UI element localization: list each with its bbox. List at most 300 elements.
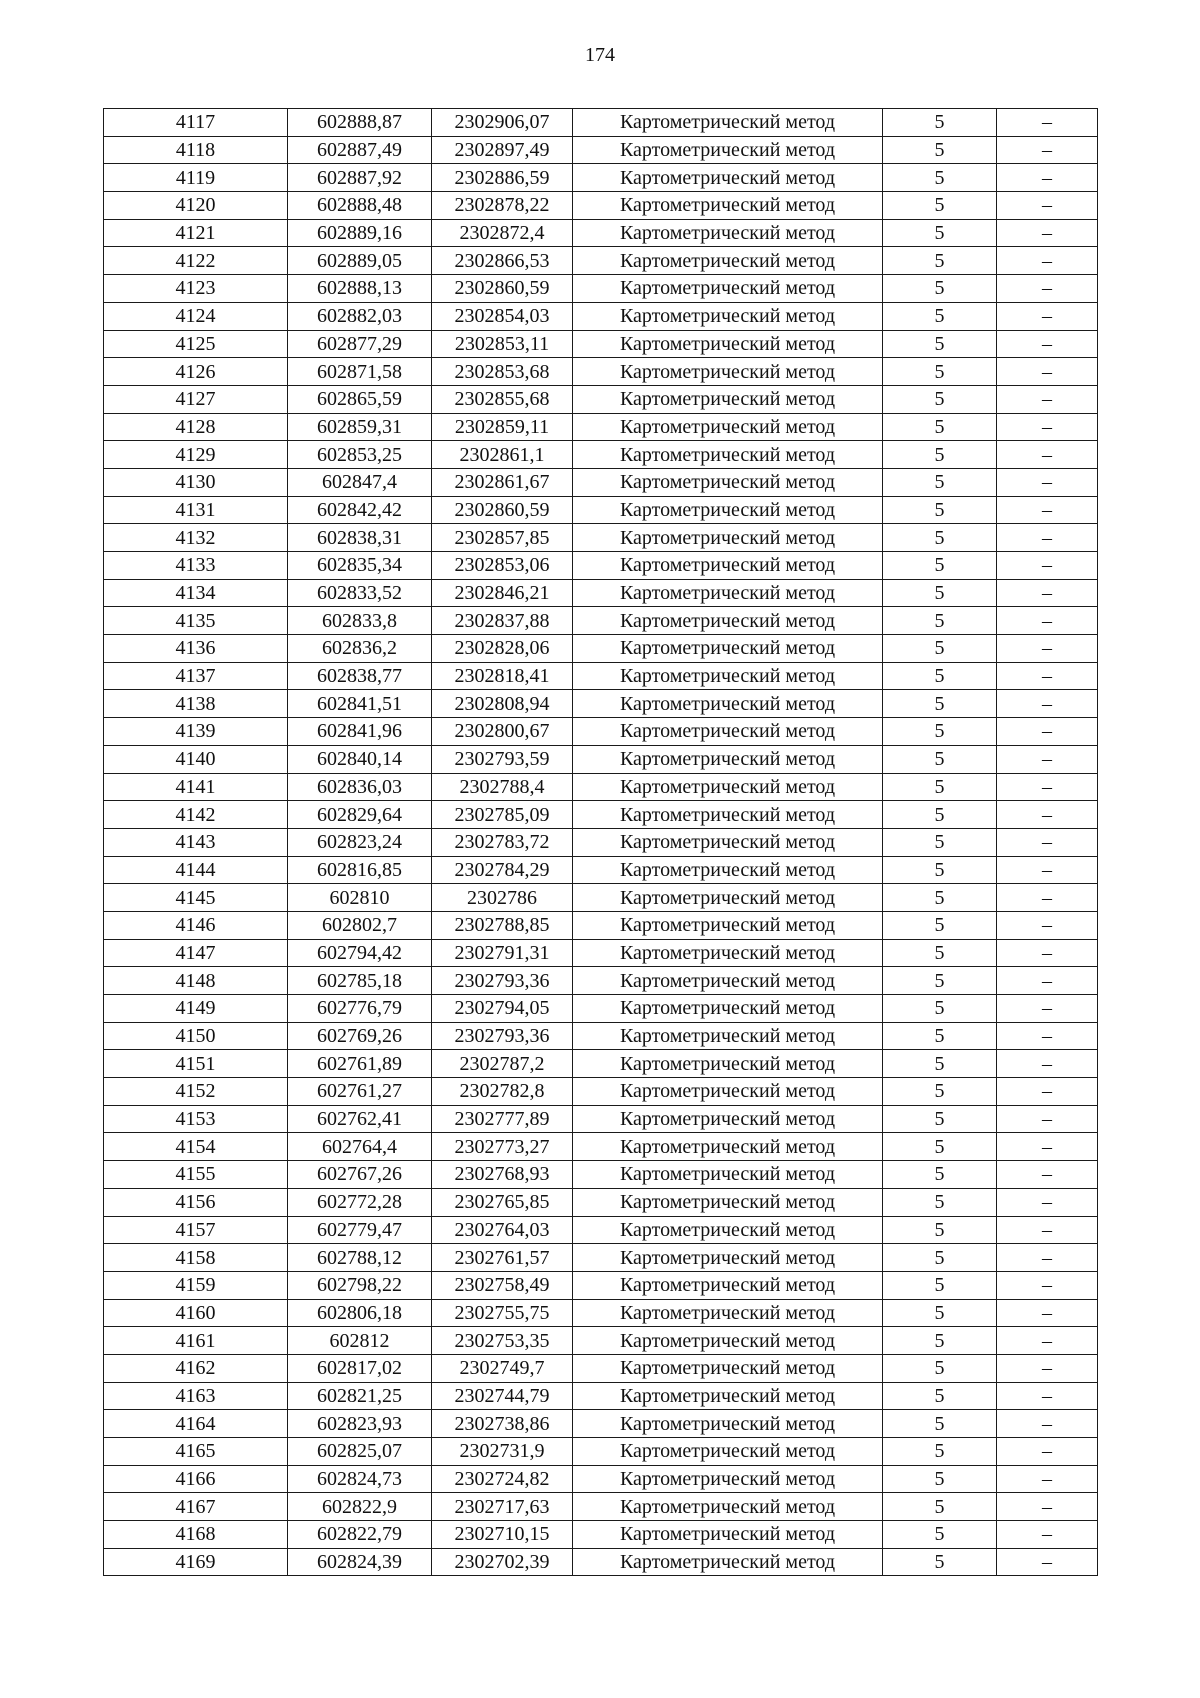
point-number-cell: 4135 (104, 607, 288, 635)
x-coordinate-cell: 602785,18 (288, 967, 432, 995)
table-row (104, 967, 1098, 995)
x-coordinate-cell: 602810 (288, 884, 432, 912)
table-row (104, 219, 1098, 247)
accuracy-cell: 5 (883, 1188, 997, 1216)
table-row (104, 662, 1098, 690)
coordinates-table-body (104, 109, 1098, 1576)
method-cell: Картометрический метод (573, 1188, 883, 1216)
y-coordinate-cell: 2302765,85 (432, 1188, 573, 1216)
method-cell: Картометрический метод (573, 1133, 883, 1161)
point-number-cell: 4125 (104, 330, 288, 358)
method-cell: Картометрический метод (573, 662, 883, 690)
note-cell: – (997, 1410, 1098, 1438)
table-row (104, 247, 1098, 275)
note-cell: – (997, 939, 1098, 967)
table-row (104, 496, 1098, 524)
x-coordinate-cell: 602835,34 (288, 552, 432, 580)
point-number-cell: 4141 (104, 773, 288, 801)
method-cell: Картометрический метод (573, 718, 883, 746)
x-coordinate-cell: 602823,24 (288, 828, 432, 856)
method-cell: Картометрический метод (573, 385, 883, 413)
table-row (104, 635, 1098, 663)
note-cell: – (997, 1050, 1098, 1078)
y-coordinate-cell: 2302860,59 (432, 496, 573, 524)
accuracy-cell: 5 (883, 192, 997, 220)
x-coordinate-cell: 602822,79 (288, 1521, 432, 1549)
point-number-cell: 4160 (104, 1299, 288, 1327)
y-coordinate-cell: 2302738,86 (432, 1410, 573, 1438)
table-row (104, 911, 1098, 939)
note-cell: – (997, 745, 1098, 773)
table-row (104, 1271, 1098, 1299)
method-cell: Картометрический метод (573, 1271, 883, 1299)
note-cell: – (997, 1548, 1098, 1576)
table-row (104, 1105, 1098, 1133)
x-coordinate-cell: 602779,47 (288, 1216, 432, 1244)
x-coordinate-cell: 602821,25 (288, 1382, 432, 1410)
y-coordinate-cell: 2302818,41 (432, 662, 573, 690)
table-row (104, 1354, 1098, 1382)
x-coordinate-cell: 602841,51 (288, 690, 432, 718)
x-coordinate-cell: 602887,49 (288, 136, 432, 164)
y-coordinate-cell: 2302878,22 (432, 192, 573, 220)
method-cell: Картометрический метод (573, 1521, 883, 1549)
table-row (104, 773, 1098, 801)
x-coordinate-cell: 602824,39 (288, 1548, 432, 1576)
point-number-cell: 4127 (104, 385, 288, 413)
accuracy-cell: 5 (883, 1271, 997, 1299)
point-number-cell: 4123 (104, 275, 288, 303)
x-coordinate-cell: 602761,89 (288, 1050, 432, 1078)
note-cell: – (997, 413, 1098, 441)
table-row (104, 1244, 1098, 1272)
method-cell: Картометрический метод (573, 441, 883, 469)
note-cell: – (997, 635, 1098, 663)
y-coordinate-cell: 2302749,7 (432, 1354, 573, 1382)
y-coordinate-cell: 2302853,11 (432, 330, 573, 358)
y-coordinate-cell: 2302758,49 (432, 1271, 573, 1299)
x-coordinate-cell: 602794,42 (288, 939, 432, 967)
accuracy-cell: 5 (883, 995, 997, 1023)
y-coordinate-cell: 2302788,4 (432, 773, 573, 801)
y-coordinate-cell: 2302861,1 (432, 441, 573, 469)
table-row (104, 164, 1098, 192)
y-coordinate-cell: 2302793,36 (432, 967, 573, 995)
point-number-cell: 4144 (104, 856, 288, 884)
x-coordinate-cell: 602798,22 (288, 1271, 432, 1299)
note-cell: – (997, 828, 1098, 856)
accuracy-cell: 5 (883, 1410, 997, 1438)
note-cell: – (997, 1438, 1098, 1466)
accuracy-cell: 5 (883, 330, 997, 358)
y-coordinate-cell: 2302857,85 (432, 524, 573, 552)
y-coordinate-cell: 2302793,59 (432, 745, 573, 773)
table-row (104, 1548, 1098, 1576)
note-cell: – (997, 1465, 1098, 1493)
point-number-cell: 4117 (104, 109, 288, 137)
table-row (104, 1327, 1098, 1355)
table-row (104, 1410, 1098, 1438)
note-cell: – (997, 579, 1098, 607)
method-cell: Картометрический метод (573, 1216, 883, 1244)
y-coordinate-cell: 2302854,03 (432, 302, 573, 330)
accuracy-cell: 5 (883, 1465, 997, 1493)
x-coordinate-cell: 602888,87 (288, 109, 432, 137)
x-coordinate-cell: 602776,79 (288, 995, 432, 1023)
note-cell: – (997, 773, 1098, 801)
note-cell: – (997, 967, 1098, 995)
y-coordinate-cell: 2302717,63 (432, 1493, 573, 1521)
y-coordinate-cell: 2302791,31 (432, 939, 573, 967)
accuracy-cell: 5 (883, 801, 997, 829)
y-coordinate-cell: 2302761,57 (432, 1244, 573, 1272)
method-cell: Картометрический метод (573, 468, 883, 496)
x-coordinate-cell: 602838,31 (288, 524, 432, 552)
accuracy-cell: 5 (883, 1050, 997, 1078)
point-number-cell: 4156 (104, 1188, 288, 1216)
method-cell: Картометрический метод (573, 1410, 883, 1438)
note-cell: – (997, 1354, 1098, 1382)
x-coordinate-cell: 602767,26 (288, 1161, 432, 1189)
point-number-cell: 4137 (104, 662, 288, 690)
method-cell: Картометрический метод (573, 690, 883, 718)
y-coordinate-cell: 2302828,06 (432, 635, 573, 663)
y-coordinate-cell: 2302800,67 (432, 718, 573, 746)
note-cell: – (997, 1188, 1098, 1216)
table-row (104, 109, 1098, 137)
note-cell: – (997, 1521, 1098, 1549)
method-cell: Картометрический метод (573, 247, 883, 275)
note-cell: – (997, 330, 1098, 358)
y-coordinate-cell: 2302906,07 (432, 109, 573, 137)
x-coordinate-cell: 602836,03 (288, 773, 432, 801)
table-row (104, 884, 1098, 912)
point-number-cell: 4132 (104, 524, 288, 552)
accuracy-cell: 5 (883, 662, 997, 690)
note-cell: – (997, 607, 1098, 635)
accuracy-cell: 5 (883, 773, 997, 801)
point-number-cell: 4121 (104, 219, 288, 247)
table-row (104, 801, 1098, 829)
note-cell: – (997, 109, 1098, 137)
y-coordinate-cell: 2302794,05 (432, 995, 573, 1023)
point-number-cell: 4142 (104, 801, 288, 829)
y-coordinate-cell: 2302764,03 (432, 1216, 573, 1244)
accuracy-cell: 5 (883, 1244, 997, 1272)
accuracy-cell: 5 (883, 939, 997, 967)
note-cell: – (997, 662, 1098, 690)
table-row (104, 1299, 1098, 1327)
method-cell: Картометрический метод (573, 1493, 883, 1521)
method-cell: Картометрический метод (573, 745, 883, 773)
x-coordinate-cell: 602841,96 (288, 718, 432, 746)
y-coordinate-cell: 2302808,94 (432, 690, 573, 718)
point-number-cell: 4161 (104, 1327, 288, 1355)
method-cell: Картометрический метод (573, 136, 883, 164)
point-number-cell: 4133 (104, 552, 288, 580)
note-cell: – (997, 358, 1098, 386)
point-number-cell: 4124 (104, 302, 288, 330)
x-coordinate-cell: 602882,03 (288, 302, 432, 330)
note-cell: – (997, 275, 1098, 303)
point-number-cell: 4147 (104, 939, 288, 967)
x-coordinate-cell: 602833,8 (288, 607, 432, 635)
point-number-cell: 4151 (104, 1050, 288, 1078)
accuracy-cell: 5 (883, 468, 997, 496)
note-cell: – (997, 1382, 1098, 1410)
accuracy-cell: 5 (883, 1493, 997, 1521)
y-coordinate-cell: 2302777,89 (432, 1105, 573, 1133)
y-coordinate-cell: 2302861,67 (432, 468, 573, 496)
x-coordinate-cell: 602802,7 (288, 911, 432, 939)
accuracy-cell: 5 (883, 1133, 997, 1161)
y-coordinate-cell: 2302744,79 (432, 1382, 573, 1410)
x-coordinate-cell: 602817,02 (288, 1354, 432, 1382)
method-cell: Картометрический метод (573, 1465, 883, 1493)
note-cell: – (997, 1299, 1098, 1327)
point-number-cell: 4126 (104, 358, 288, 386)
method-cell: Картометрический метод (573, 1050, 883, 1078)
table-row (104, 1078, 1098, 1106)
point-number-cell: 4159 (104, 1271, 288, 1299)
method-cell: Картометрический метод (573, 358, 883, 386)
note-cell: – (997, 192, 1098, 220)
note-cell: – (997, 856, 1098, 884)
table-row (104, 1050, 1098, 1078)
point-number-cell: 4138 (104, 690, 288, 718)
accuracy-cell: 5 (883, 441, 997, 469)
note-cell: – (997, 1105, 1098, 1133)
accuracy-cell: 5 (883, 856, 997, 884)
point-number-cell: 4139 (104, 718, 288, 746)
accuracy-cell: 5 (883, 164, 997, 192)
accuracy-cell: 5 (883, 579, 997, 607)
table-row (104, 856, 1098, 884)
method-cell: Картометрический метод (573, 275, 883, 303)
accuracy-cell: 5 (883, 718, 997, 746)
x-coordinate-cell: 602853,25 (288, 441, 432, 469)
x-coordinate-cell: 602769,26 (288, 1022, 432, 1050)
accuracy-cell: 5 (883, 1548, 997, 1576)
table-row (104, 939, 1098, 967)
note-cell: – (997, 164, 1098, 192)
table-row (104, 1022, 1098, 1050)
method-cell: Картометрический метод (573, 1438, 883, 1466)
x-coordinate-cell: 602761,27 (288, 1078, 432, 1106)
x-coordinate-cell: 602888,13 (288, 275, 432, 303)
accuracy-cell: 5 (883, 690, 997, 718)
accuracy-cell: 5 (883, 275, 997, 303)
x-coordinate-cell: 602840,14 (288, 745, 432, 773)
accuracy-cell: 5 (883, 1382, 997, 1410)
accuracy-cell: 5 (883, 1327, 997, 1355)
x-coordinate-cell: 602889,05 (288, 247, 432, 275)
x-coordinate-cell: 602764,4 (288, 1133, 432, 1161)
table-row (104, 1438, 1098, 1466)
point-number-cell: 4131 (104, 496, 288, 524)
coordinates-table (103, 108, 1098, 1576)
method-cell: Картометрический метод (573, 552, 883, 580)
table-row (104, 1216, 1098, 1244)
method-cell: Картометрический метод (573, 1327, 883, 1355)
point-number-cell: 4165 (104, 1438, 288, 1466)
point-number-cell: 4157 (104, 1216, 288, 1244)
x-coordinate-cell: 602877,29 (288, 330, 432, 358)
x-coordinate-cell: 602788,12 (288, 1244, 432, 1272)
point-number-cell: 4164 (104, 1410, 288, 1438)
method-cell: Картометрический метод (573, 911, 883, 939)
method-cell: Картометрический метод (573, 1078, 883, 1106)
method-cell: Картометрический метод (573, 192, 883, 220)
method-cell: Картометрический метод (573, 1548, 883, 1576)
accuracy-cell: 5 (883, 635, 997, 663)
y-coordinate-cell: 2302788,85 (432, 911, 573, 939)
note-cell: – (997, 1327, 1098, 1355)
note-cell: – (997, 136, 1098, 164)
point-number-cell: 4158 (104, 1244, 288, 1272)
note-cell: – (997, 496, 1098, 524)
point-number-cell: 4146 (104, 911, 288, 939)
point-number-cell: 4143 (104, 828, 288, 856)
y-coordinate-cell: 2302872,4 (432, 219, 573, 247)
note-cell: – (997, 1078, 1098, 1106)
note-cell: – (997, 1022, 1098, 1050)
y-coordinate-cell: 2302860,59 (432, 275, 573, 303)
y-coordinate-cell: 2302724,82 (432, 1465, 573, 1493)
table-row (104, 275, 1098, 303)
point-number-cell: 4169 (104, 1548, 288, 1576)
accuracy-cell: 5 (883, 1354, 997, 1382)
x-coordinate-cell: 602833,52 (288, 579, 432, 607)
point-number-cell: 4122 (104, 247, 288, 275)
table-row (104, 1521, 1098, 1549)
accuracy-cell: 5 (883, 1438, 997, 1466)
y-coordinate-cell: 2302837,88 (432, 607, 573, 635)
accuracy-cell: 5 (883, 302, 997, 330)
table-row (104, 441, 1098, 469)
y-coordinate-cell: 2302753,35 (432, 1327, 573, 1355)
x-coordinate-cell: 602871,58 (288, 358, 432, 386)
note-cell: – (997, 247, 1098, 275)
table-row (104, 302, 1098, 330)
accuracy-cell: 5 (883, 1022, 997, 1050)
accuracy-cell: 5 (883, 884, 997, 912)
point-number-cell: 4163 (104, 1382, 288, 1410)
table-row (104, 468, 1098, 496)
note-cell: – (997, 1161, 1098, 1189)
y-coordinate-cell: 2302786 (432, 884, 573, 912)
note-cell: – (997, 302, 1098, 330)
method-cell: Картометрический метод (573, 801, 883, 829)
x-coordinate-cell: 602887,92 (288, 164, 432, 192)
note-cell: – (997, 385, 1098, 413)
y-coordinate-cell: 2302782,8 (432, 1078, 573, 1106)
x-coordinate-cell: 602847,4 (288, 468, 432, 496)
method-cell: Картометрический метод (573, 967, 883, 995)
y-coordinate-cell: 2302710,15 (432, 1521, 573, 1549)
note-cell: – (997, 219, 1098, 247)
x-coordinate-cell: 602838,77 (288, 662, 432, 690)
method-cell: Картометрический метод (573, 1354, 883, 1382)
table-row (104, 1188, 1098, 1216)
point-number-cell: 4154 (104, 1133, 288, 1161)
accuracy-cell: 5 (883, 136, 997, 164)
point-number-cell: 4128 (104, 413, 288, 441)
x-coordinate-cell: 602888,48 (288, 192, 432, 220)
method-cell: Картометрический метод (573, 884, 883, 912)
accuracy-cell: 5 (883, 219, 997, 247)
accuracy-cell: 5 (883, 828, 997, 856)
table-row (104, 745, 1098, 773)
note-cell: – (997, 1216, 1098, 1244)
method-cell: Картометрический метод (573, 1105, 883, 1133)
accuracy-cell: 5 (883, 607, 997, 635)
y-coordinate-cell: 2302793,36 (432, 1022, 573, 1050)
accuracy-cell: 5 (883, 413, 997, 441)
table-row (104, 330, 1098, 358)
note-cell: – (997, 1133, 1098, 1161)
point-number-cell: 4120 (104, 192, 288, 220)
note-cell: – (997, 995, 1098, 1023)
note-cell: – (997, 884, 1098, 912)
x-coordinate-cell: 602829,64 (288, 801, 432, 829)
table-row (104, 413, 1098, 441)
point-number-cell: 4149 (104, 995, 288, 1023)
method-cell: Картометрический метод (573, 856, 883, 884)
method-cell: Картометрический метод (573, 413, 883, 441)
y-coordinate-cell: 2302866,53 (432, 247, 573, 275)
point-number-cell: 4140 (104, 745, 288, 773)
accuracy-cell: 5 (883, 911, 997, 939)
method-cell: Картометрический метод (573, 330, 883, 358)
note-cell: – (997, 911, 1098, 939)
x-coordinate-cell: 602825,07 (288, 1438, 432, 1466)
accuracy-cell: 5 (883, 385, 997, 413)
accuracy-cell: 5 (883, 552, 997, 580)
point-number-cell: 4167 (104, 1493, 288, 1521)
table-row (104, 828, 1098, 856)
x-coordinate-cell: 602762,41 (288, 1105, 432, 1133)
y-coordinate-cell: 2302768,93 (432, 1161, 573, 1189)
table-row (104, 1133, 1098, 1161)
point-number-cell: 4153 (104, 1105, 288, 1133)
point-number-cell: 4150 (104, 1022, 288, 1050)
table-row (104, 192, 1098, 220)
method-cell: Картометрический метод (573, 607, 883, 635)
table-row (104, 718, 1098, 746)
method-cell: Картометрический метод (573, 995, 883, 1023)
note-cell: – (997, 690, 1098, 718)
page-number: 174 (585, 44, 615, 66)
table-row (104, 358, 1098, 386)
accuracy-cell: 5 (883, 1216, 997, 1244)
y-coordinate-cell: 2302773,27 (432, 1133, 573, 1161)
table-row (104, 995, 1098, 1023)
y-coordinate-cell: 2302783,72 (432, 828, 573, 856)
table-row (104, 1382, 1098, 1410)
point-number-cell: 4129 (104, 441, 288, 469)
y-coordinate-cell: 2302859,11 (432, 413, 573, 441)
point-number-cell: 4130 (104, 468, 288, 496)
y-coordinate-cell: 2302886,59 (432, 164, 573, 192)
method-cell: Картометрический метод (573, 828, 883, 856)
y-coordinate-cell: 2302785,09 (432, 801, 573, 829)
table-row (104, 385, 1098, 413)
note-cell: – (997, 552, 1098, 580)
method-cell: Картометрический метод (573, 1299, 883, 1327)
point-number-cell: 4152 (104, 1078, 288, 1106)
x-coordinate-cell: 602812 (288, 1327, 432, 1355)
